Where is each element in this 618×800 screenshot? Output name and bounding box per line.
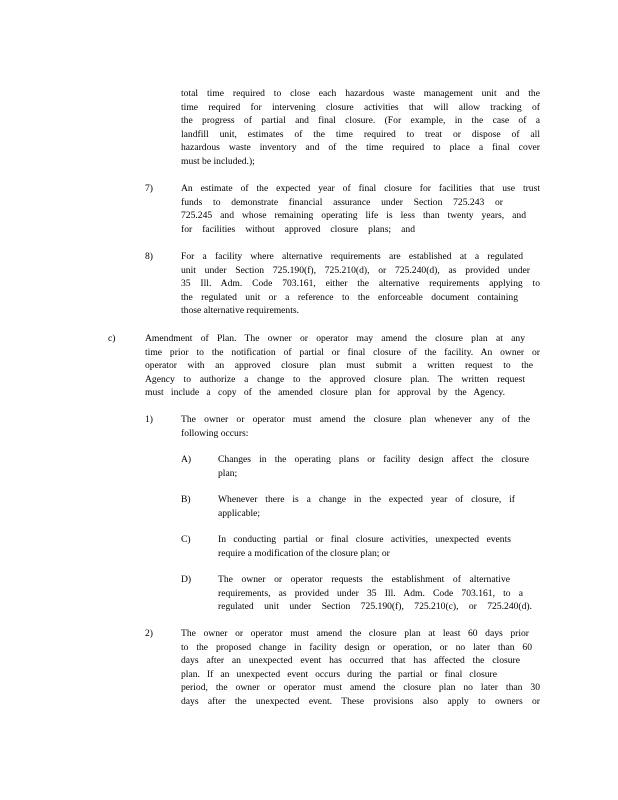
paragraph-item-D — [218, 573, 532, 614]
text-line: landfill unit, estimates of the time required to treat or dispose of all — [181, 128, 540, 140]
text-line: unit under Section 725.190(f), 725.210(d), or 725.240(d), as provided under — [181, 264, 530, 276]
text-line: In conducting partial or final closure activities, unexpected events — [218, 534, 511, 545]
text-line: 35 Ill. Adm. Code 703.161, either the alternative requirements applying to — [181, 278, 540, 290]
text-line: must include a copy of the amended closure plan for approval by the Agency. — [145, 387, 505, 399]
paragraph-item-1 — [181, 413, 540, 440]
text-line: operator with an approved closure plan must submit a written request to the — [145, 360, 533, 372]
text-line: days after an unexpected event has occurred that has affected the closure — [181, 655, 520, 667]
item-marker-2: 2) — [145, 628, 153, 639]
text-line: to the proposed change in facility design or operation, or no later than 60 — [181, 641, 532, 653]
text-line: require a modification of the closure plan; or — [218, 547, 390, 559]
paragraph-item-7 — [181, 182, 540, 236]
item-marker-8: 8) — [145, 251, 153, 262]
text-line: days after the unexpected event. These provisions also apply to owners or — [181, 695, 540, 707]
text-line: must be included.); — [181, 155, 255, 167]
paragraph-section-c — [145, 332, 540, 400]
text-line: time prior to the notification of partial or final closure of the facility. An owner or — [145, 346, 540, 358]
text-line: applicable; — [218, 507, 261, 519]
paragraph-continuation — [181, 87, 540, 169]
text-line: Agency to authorize a change to the approved closure plan. The written request — [145, 373, 525, 385]
text-line: plan; — [218, 467, 238, 479]
item-marker-7: 7) — [145, 183, 153, 194]
text-line: period, the owner or operator must amend the closure plan no later than 30 — [181, 682, 540, 694]
paragraph-item-A — [218, 453, 529, 480]
text-line: those alternative requirements. — [181, 305, 300, 317]
paragraph-item-B — [218, 493, 515, 520]
text-line: requirements, as provided under 35 Ill. Adm. Code 703.161, to a — [218, 587, 523, 599]
text-line: Whenever there is a change in the expected year of closure, if — [218, 494, 515, 505]
item-marker-A: A) — [181, 454, 192, 465]
text-line: 725.245 and whose remaining operating life is less than twenty years, and — [181, 210, 526, 222]
text-line: following occurs: — [181, 427, 249, 439]
paragraph-item-C — [218, 533, 511, 560]
text-line: An estimate of the expected year of final closure for facilities that use trust — [181, 183, 540, 194]
text-line: regulated unit under Section 725.190(f), 725.210(c), or 725.240(d). — [218, 601, 532, 613]
paragraph-item-2 — [181, 627, 540, 709]
text-line: hazardous waste inventory and of the time required to place a final cover — [181, 142, 540, 154]
text-line: plan. If an unexpected event occurs during the partial or final closure — [181, 668, 497, 680]
item-marker-C: C) — [181, 534, 191, 545]
text-line: time required for intervening closure activities that will allow tracking of — [181, 101, 540, 113]
text-line: for facilities without approved closure plans; and — [181, 223, 415, 235]
text-line: the progress of partial and final closure. (For example, in the case of a — [181, 115, 540, 127]
text-line: The owner or operator must amend the closure plan at least 60 days prior — [181, 628, 529, 639]
text-line: Amendment of Plan. The owner or operator may amend the closure plan at any — [145, 333, 525, 344]
text-line: funds to demonstrate financial assurance under Section 725.243 or — [181, 196, 503, 208]
item-marker-D: D) — [181, 574, 192, 585]
text-line: the regulated unit or a reference to the enforceable document containing — [181, 291, 518, 303]
section-marker-c: c) — [108, 333, 116, 344]
text-line: total time required to close each hazardous waste management unit and the — [181, 88, 540, 99]
text-line: The owner or operator must amend the closure plan whenever any of the — [181, 414, 530, 425]
text-line: For a facility where alternative requirements are established at a regulated — [181, 251, 523, 262]
text-line: The owner or operator requests the establishment of alternative — [218, 574, 510, 585]
paragraph-item-8 — [181, 250, 540, 318]
item-marker-B: B) — [181, 494, 191, 505]
item-marker-1: 1) — [145, 414, 153, 425]
text-line: Changes in the operating plans or facility design affect the closure — [218, 454, 529, 465]
